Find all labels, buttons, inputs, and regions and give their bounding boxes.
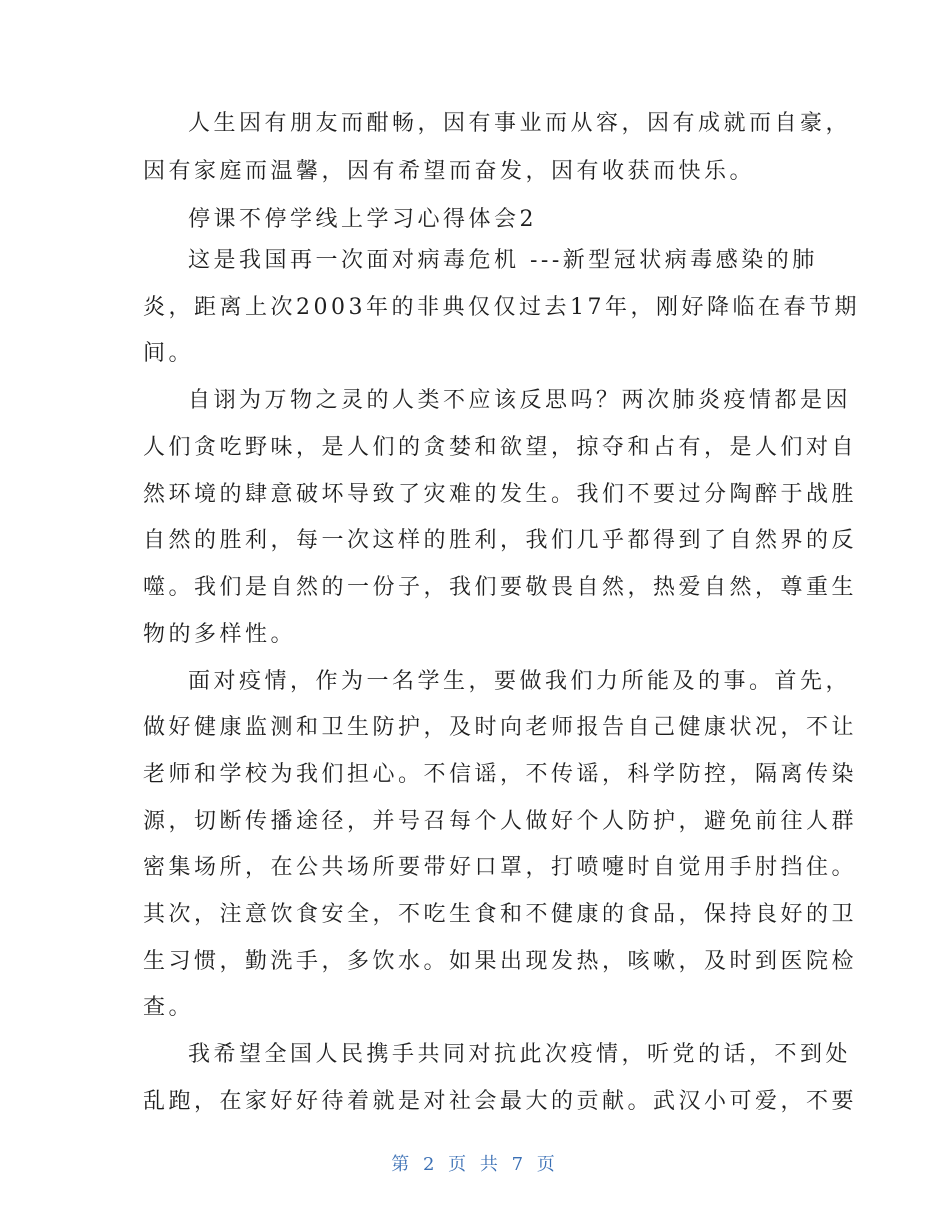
paragraph-line: 源，切断传播途径，并号召每个人做好个人防护，避免前往人群: [143, 809, 858, 834]
paragraph-line: 其次，注意饮食安全，不吃生食和不健康的食品，保持良好的卫: [143, 902, 858, 927]
paragraph-line: 老师和学校为我们担心。不信谣，不传谣，科学防控，隔离传染: [143, 762, 858, 787]
paragraph-line: 我希望全国人民携手共同对抗此次疫情，听党的话，不到处: [188, 1042, 852, 1067]
paragraph-line: 间。: [143, 341, 195, 366]
footer-suffix: 页: [536, 1154, 559, 1175]
page-footer: [0, 1150, 950, 1176]
paragraph-line: 人们贪吃野味，是人们的贪婪和欲望，掠夺和占有，是人们对自: [143, 435, 858, 460]
paragraph-line: 自然的胜利，每一次这样的胜利，我们几乎都得到了自然界的反: [143, 528, 858, 553]
footer-total-pages: 7: [511, 1154, 528, 1175]
paragraph-line: 因有家庭而温馨，因有希望而奋发，因有收获而快乐。: [143, 159, 756, 184]
paragraph-line: 然环境的肆意破坏导致了灾难的发生。我们不要过分陶醉于战胜: [143, 482, 858, 507]
paragraph-line: 生习惯，勤洗手，多饮水。如果出现发热，咳嗽，及时到医院检: [143, 949, 858, 974]
paragraph-line: 查。: [143, 995, 195, 1020]
footer-prefix: 第: [391, 1154, 414, 1175]
paragraph-line: 自诩为万物之灵的人类不应该反思吗？两次肺炎疫情都是因: [188, 388, 852, 413]
paragraph-line: 密集场所，在公共场所要带好口罩，打喷嚏时自觉用手肘挡住。: [143, 855, 858, 880]
footer-page-number: 2: [422, 1154, 439, 1175]
footer-middle: 页 共: [448, 1154, 502, 1175]
paragraph-line: 这是我国再一次面对病毒危机 ---新型冠状病毒感染的肺: [188, 248, 818, 273]
section-heading: 停课不停学线上学习心得体会2: [188, 207, 537, 232]
paragraph-line: 乱跑，在家好好待着就是对社会最大的贡献。武汉小可爱，不要: [143, 1089, 858, 1114]
paragraph-line: 炎，距离上次2003年的非典仅仅过去17年，刚好降临在春节期: [143, 295, 860, 320]
paragraph-line: 人生因有朋友而酣畅，因有事业而从容，因有成就而自豪，: [188, 111, 852, 136]
paragraph-line: 物的多样性。: [143, 622, 297, 647]
paragraph-line: 做好健康监测和卫生防护，及时向老师报告自己健康状况，不让: [143, 715, 858, 740]
paragraph-line: 面对疫情，作为一名学生，要做我们力所能及的事。首先，: [188, 669, 852, 694]
paragraph-line: 噬。我们是自然的一份子，我们要敬畏自然，热爱自然，尊重生: [143, 575, 858, 600]
